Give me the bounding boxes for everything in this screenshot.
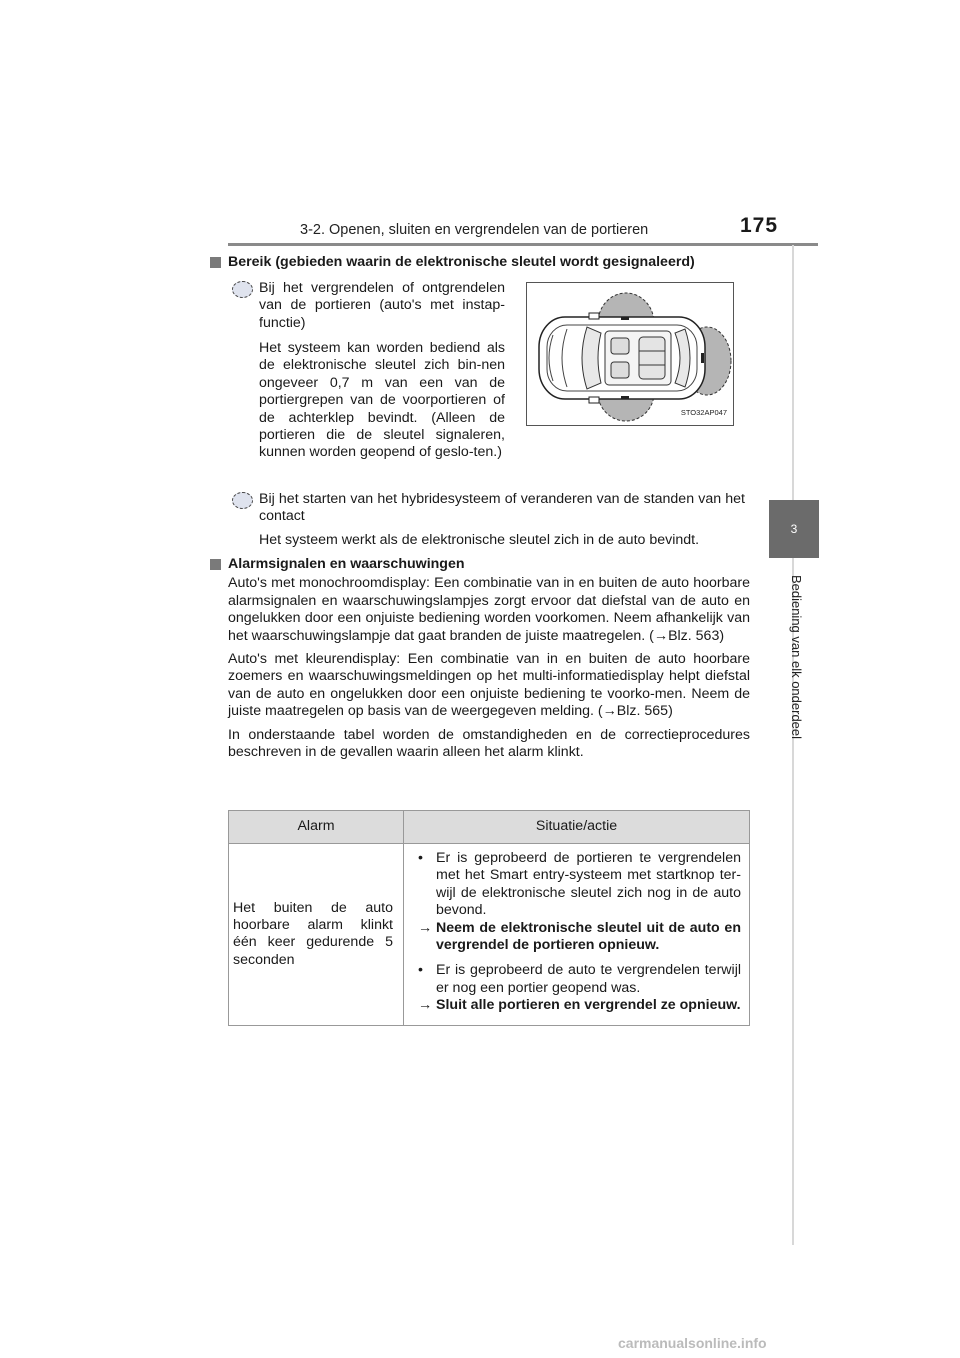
alarm-cell: Het buiten de auto hoorbare alarm klinkt één keer gedurende 5 seconden — [229, 844, 404, 1026]
alarm-paragraph-2: Auto's met kleurendisplay: Een combinatie van in en buiten de auto hoorbare zoemers en waarschuwingsmeldingen op het multi-informatiedisplay helpt diefstal van de auto en ongelukken door een onjuiste bediening te voorko-men. Neem de juiste maatregelen op basis van de weergegeven melding. (→Blz. 565) — [228, 651, 750, 720]
section-alarm — [210, 556, 750, 761]
figure-code: STO32AP047 — [680, 407, 727, 417]
table-row — [229, 844, 750, 1026]
dashed-area-icon — [232, 492, 253, 509]
action-2: → Sluit alle portieren en vergrendel ze opnieuw. — [418, 997, 741, 1014]
square-bullet-icon — [210, 257, 221, 268]
item2-title: Bij het starten van het hybridesysteem of veranderen van de standen van het contact — [259, 491, 745, 525]
alarm-paragraph-1: Auto's met monochroomdisplay: Een combinatie van in en buiten de auto hoorbare alarmsignalen en waarschuwingslampjes zorgt ervoor dat diefstal van de auto en ongelukken door een onjuiste bediening worden voorkomen. Neem afhankelijk van het waarschuwingslampje dat gaat branden de juiste maatregelen. (→Blz. 563) — [228, 575, 750, 644]
main-content — [210, 254, 750, 1014]
item2-body: Het systeem werkt als de elektronische sleutel zich in de auto bevindt. — [259, 532, 700, 548]
col-header-alarm: Alarm — [229, 811, 404, 844]
situation-cell — [404, 844, 750, 1026]
section-heading-alarm: Alarmsignalen en waarschuwingen — [210, 556, 750, 573]
col-header-situation: Situatie/actie — [404, 811, 750, 844]
alarm-paragraph-3: In onderstaande tabel worden de omstandigheden en de correctieprocedures beschreven in de gevallen waarin alleen het alarm klinkt. — [228, 726, 750, 761]
square-bullet-icon — [210, 559, 221, 570]
header-rule — [228, 243, 818, 246]
table-header-row — [229, 811, 750, 844]
chapter-tab: 3 — [769, 500, 819, 558]
alarm-table — [228, 810, 750, 1026]
situation-bullet-1: • Er is geprobeerd de portieren te vergrendelen met het Smart entry-systeem met startknop ter-wijl de elektronische sleutel zich nog in de auto bevond. — [418, 850, 741, 919]
page-number: 175 — [740, 214, 779, 237]
arrow-icon: → — [418, 997, 433, 1014]
item1-body: Het systeem kan worden bediend als de elektronische sleutel zich bin-nen ongeveer 0,7 m van een van de portiergrepen van de voorportieren of de achterklep bevindt. (Alleen de portieren die de sleutel signaleren, kunnen worden geopend of geslo-ten.) — [259, 340, 505, 461]
chapter-label: Bediening van elk onderdeel — [789, 574, 804, 740]
watermark: carmanualsonline.info — [618, 1335, 767, 1351]
dashed-area-icon — [232, 281, 253, 298]
situation-bullet-2: • Er is geprobeerd de auto te vergrendelen terwijl er nog een portier geopend was. — [418, 962, 741, 996]
car-range-diagram — [526, 282, 734, 426]
arrow-icon: → — [418, 919, 433, 936]
item1-title: Bij het vergrendelen of ontgrendelen van de portieren (auto's met instap-functie) — [259, 280, 505, 331]
section-range — [210, 254, 750, 548]
section-heading-range: Bereik (gebieden waarin de elektronische sleutel wordt gesignaleerd) — [210, 254, 750, 271]
action-1: → Neem de elektronische sleutel uit de auto en vergrendel de portieren opnieuw. — [418, 919, 741, 954]
running-header-title: 3-2. Openen, sluiten en vergrendelen van de portieren — [300, 222, 649, 238]
